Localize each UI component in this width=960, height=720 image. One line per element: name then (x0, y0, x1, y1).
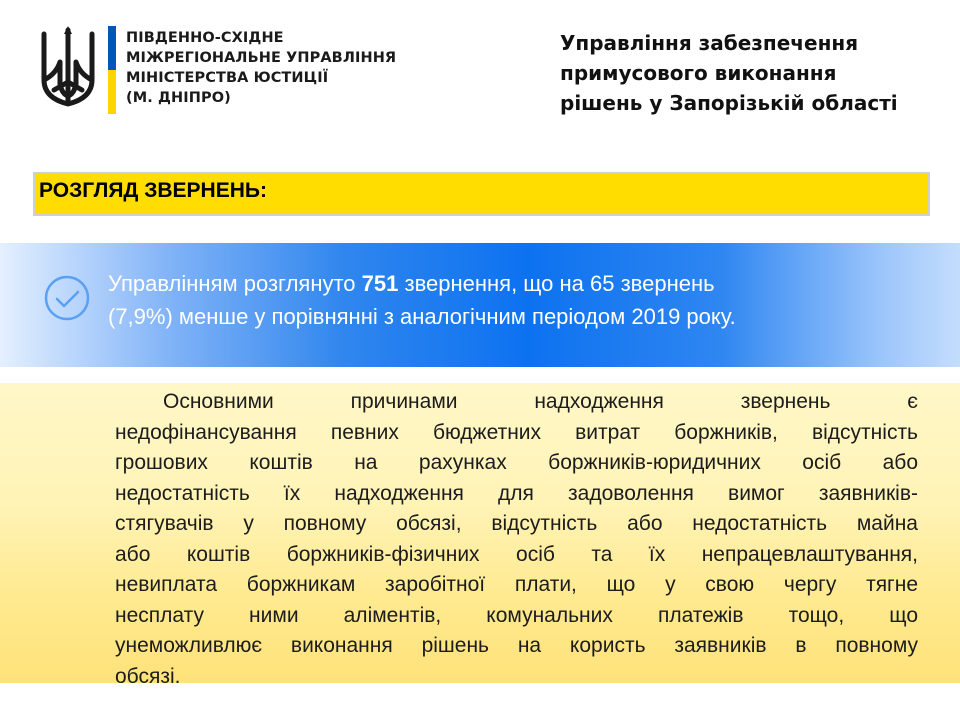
paragraph-line: стягувачів у повному обсязі, відсутність або недостатність майна (115, 512, 918, 535)
highlight-line-2: (7,9%) менше у порівнянні з аналогічним періодом 2019 року. (108, 304, 736, 329)
check-circle-icon (42, 273, 92, 323)
highlight-text-after: звернення, що на 65 звернень (398, 271, 715, 296)
paragraph-line: недостатність їх надходження для задоволення вимог заявників- (115, 481, 918, 505)
trident-icon (36, 24, 100, 114)
paragraph-line: недофінансування певних бюджетних витрат боржників, відсутність (115, 420, 918, 444)
flag-blue (108, 26, 116, 70)
paragraph-line: Основними причинами надходження звернень є (163, 390, 918, 413)
paragraph-line: унеможливлює виконання рішень на користь заявників в повному (115, 634, 918, 657)
highlight-count: 751 (361, 271, 399, 296)
body-paragraph (115, 387, 918, 692)
paragraph-line: грошових коштів на рахунках боржників-юридичних осіб або (115, 451, 918, 474)
org-line: ПІВДЕННО-СХІДНЕ (126, 30, 284, 46)
paragraph-line: або коштів боржників-фізичних осіб та їх непрацевлаштування, (115, 542, 918, 566)
department-line: примусового виконання (560, 61, 837, 85)
org-line: МІЖРЕГІОНАЛЬНЕ УПРАВЛІННЯ (126, 50, 397, 66)
paragraph-line: несплату ними аліментів, комунальних платежів тощо, що (115, 603, 918, 627)
highlight-text (108, 267, 948, 333)
paragraph-line: невиплата боржникам заробітної плати, що у свою чергу тягне (115, 573, 918, 596)
org-name (126, 28, 436, 108)
org-line: МІНІСТЕРСТВА ЮСТИЦІЇ (126, 70, 329, 86)
highlight-line-1 (108, 267, 948, 300)
highlight-text-before: Управлінням розглянуто (108, 271, 362, 296)
department-title (560, 28, 940, 118)
flag-bar (108, 26, 116, 114)
logo (36, 22, 436, 118)
flag-yellow (108, 70, 116, 114)
section-heading: РОЗГЛЯД ЗВЕРНЕНЬ: (33, 172, 930, 216)
department-line: рішень у Запорізькій області (560, 91, 898, 115)
department-line: Управління забезпечення (560, 31, 859, 55)
org-line: (М. ДНІПРО) (126, 90, 231, 106)
paragraph-line: обсязі. (115, 664, 181, 688)
